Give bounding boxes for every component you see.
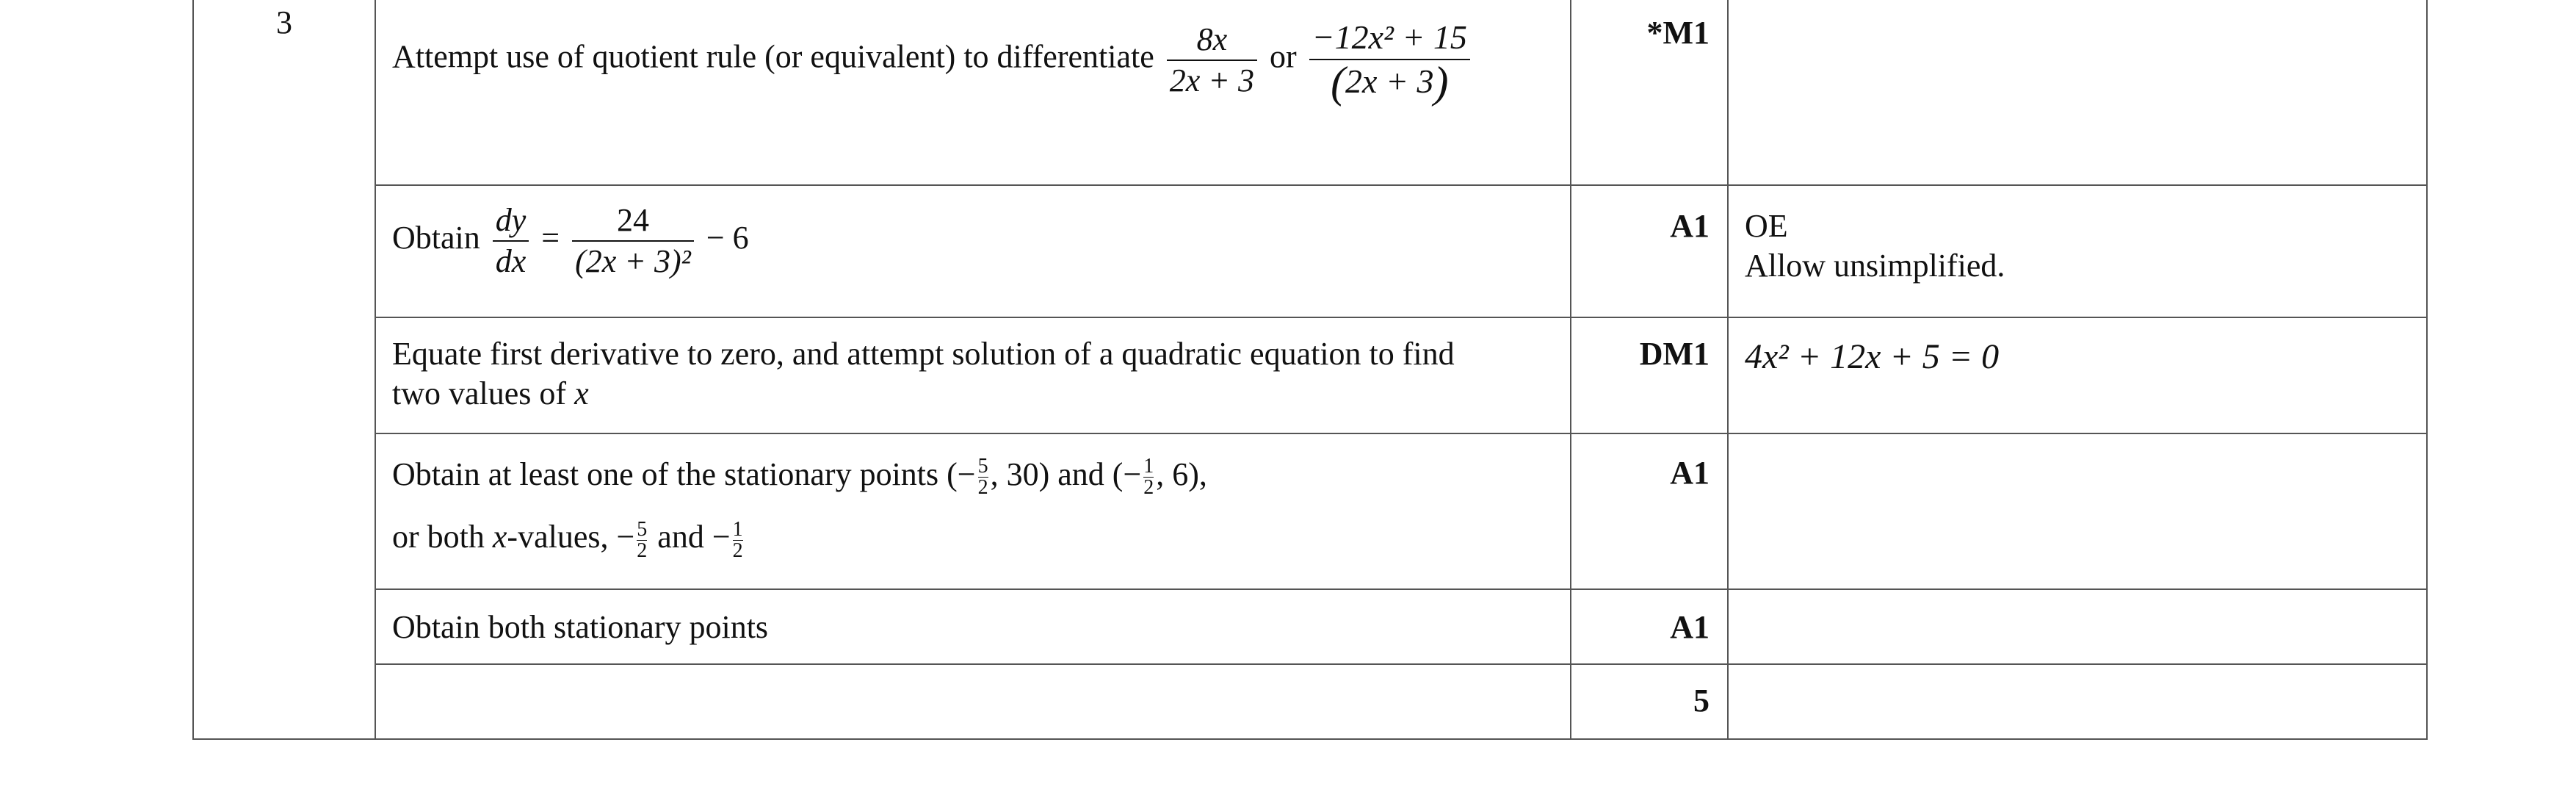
guidance-line: OE	[1745, 208, 1788, 244]
row-text-line2	[392, 374, 1558, 414]
table-row	[193, 185, 2427, 317]
fraction-quadratic-over-linear	[1309, 16, 1470, 107]
mark: A1	[1670, 455, 1710, 491]
denominator	[1309, 58, 1470, 107]
guidance-line: Allow unsimplified.	[1745, 248, 2005, 284]
mark-cell	[1571, 317, 1728, 433]
row-text: Attempt use of quotient rule (or equivalent) to differentiate	[392, 38, 1154, 75]
table-row	[193, 664, 2427, 739]
row-text: , 6),	[1156, 456, 1207, 492]
paren-close: )	[1433, 58, 1449, 107]
denominator: (2x + 3)²	[575, 243, 691, 279]
table-row	[193, 317, 2427, 433]
table-row	[193, 589, 2427, 664]
numerator: 1	[1143, 455, 1154, 478]
mark-cell	[1571, 0, 1728, 185]
answer-cell	[375, 0, 1571, 185]
denominator: 2	[977, 476, 988, 500]
guidance-cell	[1728, 664, 2427, 739]
row-text-line1	[392, 455, 1558, 498]
guidance-equation: 4x² + 12x + 5 = 0	[1745, 337, 2000, 376]
guidance-cell	[1728, 589, 2427, 664]
answer-cell	[375, 589, 1571, 664]
fraction-1-over-2	[733, 519, 743, 561]
variable-x: x	[492, 519, 507, 555]
row-text: Obtain both stationary points	[392, 609, 769, 645]
row-text: or both	[392, 519, 485, 555]
or-text: or	[1269, 38, 1297, 75]
denominator: 2	[1143, 476, 1154, 500]
derivative-dy-dx	[493, 201, 529, 281]
equals-sign: =	[541, 220, 560, 256]
mark: DM1	[1639, 336, 1710, 372]
answer-cell	[375, 433, 1571, 589]
denominator: 2	[637, 539, 648, 562]
numerator: dy	[493, 201, 529, 242]
mark-scheme-table	[192, 0, 2428, 740]
fraction-5-over-2	[637, 519, 647, 561]
table-row	[193, 433, 2427, 589]
mark: A1	[1670, 208, 1710, 244]
denominator: 2	[732, 539, 743, 562]
row-text: -values, −	[507, 519, 635, 555]
row-text-line2	[392, 517, 1558, 561]
mark-cell	[1571, 589, 1728, 664]
total-mark-cell	[1571, 664, 1728, 739]
numerator: 8x	[1167, 20, 1257, 61]
mark: A1	[1670, 609, 1710, 645]
answer-cell	[375, 664, 1571, 739]
guidance-cell	[1728, 317, 2427, 433]
fraction-5-over-2	[978, 456, 988, 498]
variable-x: x	[574, 375, 589, 411]
mark-cell	[1571, 185, 1728, 317]
row-suffix: − 6	[706, 220, 749, 256]
row-text: and −	[657, 519, 731, 555]
numerator: −12x² + 15	[1309, 16, 1470, 60]
answer-cell	[375, 317, 1571, 433]
fraction-1-over-2	[1143, 456, 1154, 498]
fraction-24-over-square	[572, 201, 694, 281]
guidance-cell	[1728, 433, 2427, 589]
denominator: dx	[495, 243, 527, 279]
numerator: 5	[977, 455, 988, 478]
question-number: 3	[276, 4, 292, 40]
table-row	[193, 0, 2427, 185]
row-text: Obtain at least one of the stationary points (−	[392, 456, 976, 492]
guidance-cell	[1728, 0, 2427, 185]
answer-cell	[375, 185, 1571, 317]
denominator-text: 2x + 3	[1345, 62, 1434, 100]
paren-open: (	[1331, 58, 1346, 107]
mark-cell	[1571, 433, 1728, 589]
guidance-cell	[1728, 185, 2427, 317]
row-text: Obtain	[392, 220, 480, 256]
fraction-8x-over-2x-plus-3	[1167, 20, 1257, 101]
numerator: 24	[572, 201, 694, 242]
mark: *M1	[1646, 15, 1710, 51]
denominator: 2x + 3	[1169, 62, 1254, 98]
total-mark: 5	[1693, 683, 1710, 719]
numerator: 5	[637, 517, 648, 541]
question-number-cell	[193, 0, 375, 739]
row-text: Equate first derivative to zero, and attempt solution of a quadratic equation to find	[392, 336, 1455, 372]
row-text: two values of	[392, 375, 567, 411]
row-text: , 30) and (−	[990, 456, 1142, 492]
numerator: 1	[732, 517, 743, 541]
